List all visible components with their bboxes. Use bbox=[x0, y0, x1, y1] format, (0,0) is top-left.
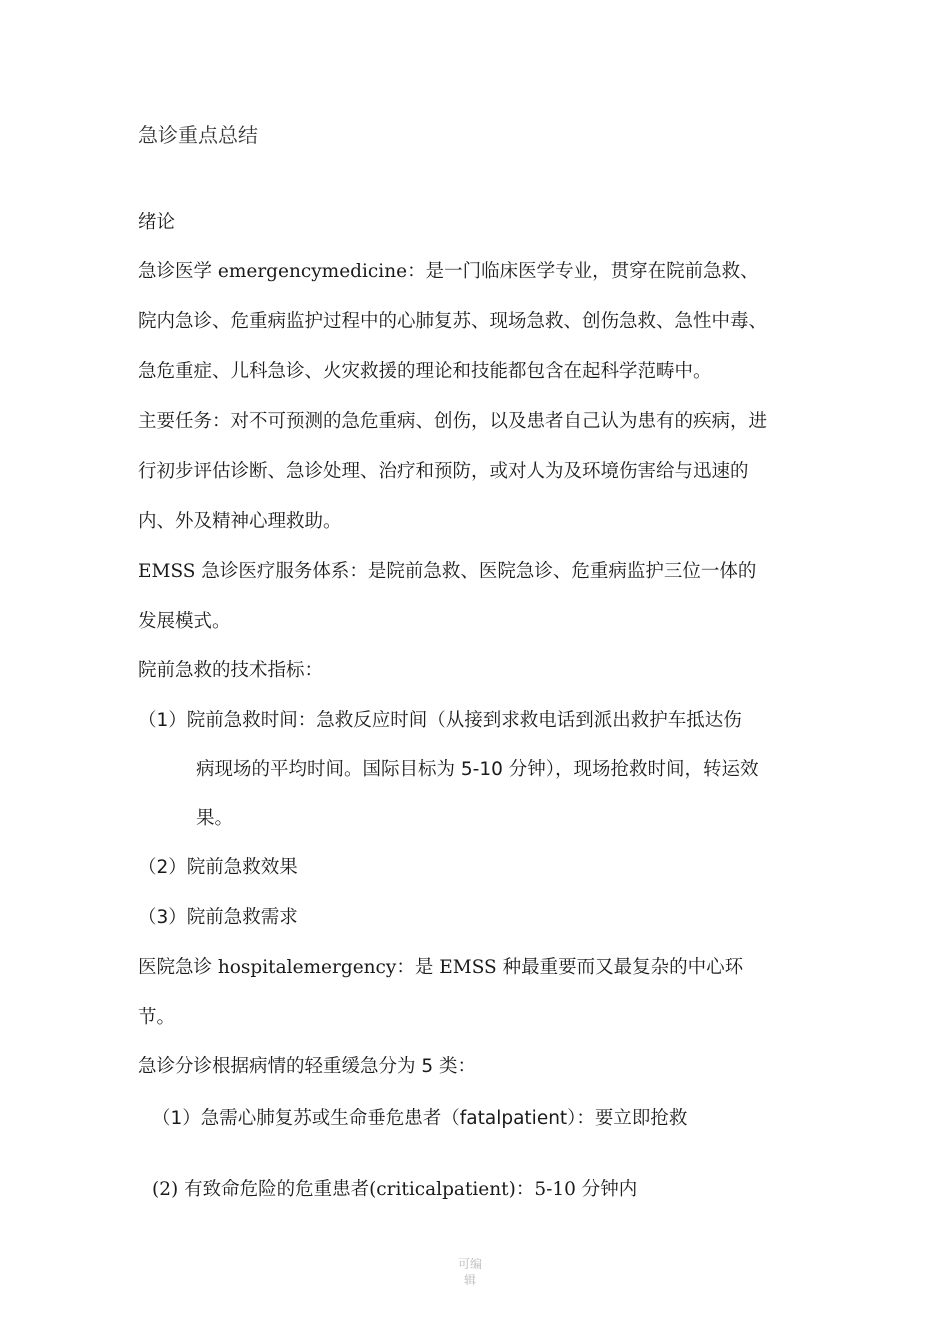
paragraph-line: 院前急救的技术指标： bbox=[138, 660, 324, 681]
paragraph-line: 急危重症、儿科急诊、火灾救援的理论和技能都包含在起科学范畴中。 bbox=[138, 361, 712, 382]
paragraph-line: 主要任务：对不可预测的急危重病、创伤，以及患者自己认为患有的疾病，进 bbox=[138, 411, 768, 432]
list-item-line: （1）急需心肺复苏或生命垂危患者（fatalpatient）：要立即抢救 bbox=[152, 1108, 688, 1129]
paragraph-line: 节。 bbox=[138, 1007, 176, 1028]
editable-watermark: 可编辑 bbox=[457, 1257, 482, 1287]
list-item-line: （2）院前急救效果 bbox=[138, 857, 298, 878]
paragraph-line: 医院急诊 hospitalemergency：是 EMSS 种最重要而又最复杂的中心环 bbox=[138, 957, 744, 978]
paragraph-line: 急诊医学 emergencymedicine：是一门临床医学专业，贯穿在院前急救、 bbox=[138, 261, 759, 282]
list-item-line: (2) 有致命危险的危重患者(criticalpatient)：5-10 分钟内 bbox=[152, 1179, 638, 1200]
paragraph-line: 院内急诊、危重病监护过程中的心肺复苏、现场急救、创伤急救、急性中毒、 bbox=[138, 311, 768, 332]
list-item-line: 果。 bbox=[196, 808, 234, 829]
document-title: 急诊重点总结 bbox=[138, 123, 258, 147]
paragraph-line: EMSS 急诊医疗服务体系：是院前急救、医院急诊、危重病监护三位一体的 bbox=[138, 561, 757, 582]
paragraph-line: 内、外及精神心理救助。 bbox=[138, 511, 342, 532]
paragraph-line: 行初步评估诊断、急诊处理、治疗和预防，或对人为及环境伤害给与迅速的 bbox=[138, 461, 749, 482]
list-item-line: 病现场的平均时间。国际目标为 5-10 分钟），现场抢救时间，转运效 bbox=[196, 759, 759, 780]
paragraph-line: 急诊分诊根据病情的轻重缓急分为 5 类： bbox=[138, 1056, 477, 1077]
section-heading: 绪论 bbox=[138, 212, 176, 233]
list-item-line: （3）院前急救需求 bbox=[138, 907, 298, 928]
paragraph-line: 发展模式。 bbox=[138, 611, 231, 632]
list-item-line: （1）院前急救时间：急救反应时间（从接到求救电话到派出救护车抵达伤 bbox=[138, 710, 742, 731]
